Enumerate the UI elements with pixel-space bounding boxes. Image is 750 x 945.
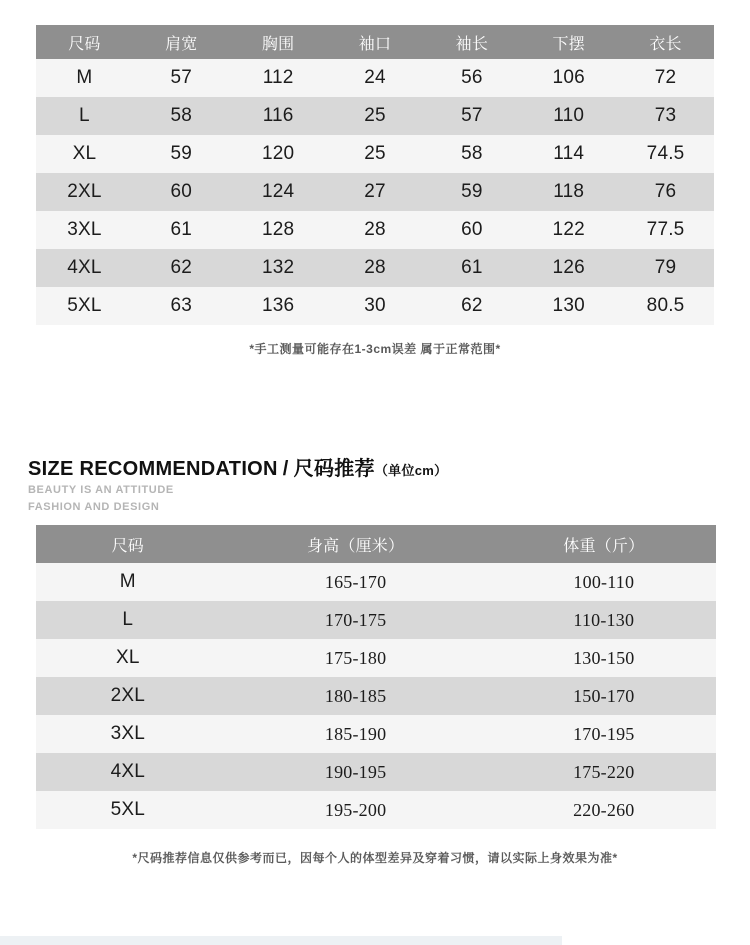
value-cell: 126 [552, 257, 585, 278]
column-header: 下摆 [552, 35, 585, 53]
column-header: 袖口 [358, 35, 392, 53]
value-cell: 28 [364, 257, 386, 278]
size-recommendation-table [36, 525, 716, 829]
value-cell: 195-200 [324, 799, 387, 820]
table-row [36, 249, 714, 287]
measurement-note: *手工测量可能存在1-3cm误差 属于正常范围* [249, 342, 501, 356]
table-row [36, 601, 716, 639]
value-cell: 112 [262, 67, 294, 88]
value-cell: 59 [170, 143, 193, 164]
value-cell: 120 [261, 143, 295, 164]
column-header: 体重（斤） [563, 537, 645, 555]
value-cell: 58 [461, 143, 483, 164]
column-header: 胸围 [261, 35, 295, 53]
table-row [36, 715, 716, 753]
size-label-cell: 5XL [67, 295, 102, 316]
size-label-cell: 4XL [67, 257, 102, 278]
value-cell: 73 [654, 105, 677, 126]
value-cell: 30 [364, 295, 386, 316]
value-cell: 63 [170, 295, 193, 316]
section-title [28, 452, 447, 481]
table-row [36, 753, 716, 791]
value-cell: 74.5 [646, 143, 685, 164]
value-cell: 130-150 [573, 647, 635, 668]
recommendation-note: *尺码推荐信息仅供参考而已，因每个人的体型差异及穿着习惯，请以实际上身效果为准* [132, 851, 618, 865]
value-cell: 25 [364, 105, 386, 126]
value-cell: 57 [461, 105, 483, 126]
size-label-cell: XL [72, 143, 97, 164]
value-cell: 56 [461, 67, 483, 88]
column-header: 衣长 [649, 35, 682, 53]
value-cell: 128 [261, 219, 295, 240]
value-cell: 79 [654, 257, 677, 278]
value-cell: 170-195 [573, 723, 635, 744]
table-row [36, 173, 714, 211]
size-label-cell: 2XL [110, 685, 145, 706]
value-cell: 28 [364, 219, 386, 240]
value-cell: 25 [364, 143, 386, 164]
value-cell: 114 [553, 143, 585, 164]
value-cell: 175-180 [324, 647, 387, 668]
section-title-en: SIZE RECOMMENDATION [28, 458, 278, 480]
table-row [36, 791, 716, 829]
value-cell: 77.5 [646, 219, 685, 240]
value-cell: 72 [654, 67, 677, 88]
value-cell: 60 [461, 219, 483, 240]
size-label-cell: M [76, 67, 93, 88]
table-header-row [36, 525, 716, 563]
value-cell: 136 [261, 295, 295, 316]
column-header: 尺码 [111, 537, 144, 555]
column-header: 袖长 [455, 35, 489, 53]
table-row [36, 677, 716, 715]
column-header: 尺码 [68, 35, 101, 53]
column-header: 身高（厘米） [306, 537, 405, 555]
section-title-separator: / [282, 458, 289, 480]
table-row [36, 59, 714, 97]
value-cell: 27 [364, 181, 386, 202]
value-cell: 180-185 [324, 685, 387, 706]
table-row [36, 135, 714, 173]
value-cell: 62 [170, 257, 193, 278]
value-cell: 122 [552, 219, 585, 240]
value-cell: 175-220 [573, 761, 635, 782]
value-cell: 110 [553, 105, 585, 126]
section-subtitle-line2: FASHION AND DESIGN [28, 501, 160, 513]
section-title-unit: （单位cm） [374, 463, 448, 478]
value-cell: 220-260 [573, 799, 635, 820]
value-cell: 130 [552, 295, 585, 316]
size-label-cell: 3XL [110, 723, 145, 744]
value-cell: 106 [552, 67, 585, 88]
value-cell: 124 [261, 181, 295, 202]
table-row [36, 639, 716, 677]
size-label-cell: 3XL [67, 219, 102, 240]
value-cell: 24 [364, 67, 386, 88]
section-subtitle-line1: BEAUTY IS AN ATTITUDE [28, 484, 174, 496]
size-label-cell: 2XL [67, 181, 102, 202]
table-header-row [36, 25, 714, 59]
value-cell: 61 [461, 257, 483, 278]
table-row [36, 563, 716, 601]
table-row [36, 287, 714, 325]
column-header: 肩宽 [165, 35, 198, 53]
value-cell: 60 [170, 181, 193, 202]
value-cell: 190-195 [324, 761, 387, 782]
value-cell: 110-130 [573, 609, 635, 630]
value-cell: 58 [170, 105, 193, 126]
size-label-cell: 4XL [110, 761, 145, 782]
section-title-cn: 尺码推荐 [293, 458, 375, 480]
value-cell: 150-170 [573, 685, 635, 706]
value-cell: 76 [654, 181, 677, 202]
value-cell: 170-175 [324, 609, 387, 630]
value-cell: 132 [261, 257, 295, 278]
size-label-cell: L [122, 609, 134, 630]
value-cell: 57 [170, 67, 193, 88]
size-label-cell: L [79, 105, 90, 126]
value-cell: 80.5 [646, 295, 685, 316]
value-cell: 185-190 [324, 723, 387, 744]
size-label-cell: XL [115, 647, 140, 668]
table-row [36, 97, 714, 135]
value-cell: 62 [461, 295, 483, 316]
size-label-cell: 5XL [110, 799, 145, 820]
size-recommendation-heading [28, 452, 447, 515]
table-row [36, 211, 714, 249]
size-label-cell: M [119, 571, 136, 592]
value-cell: 118 [553, 181, 585, 202]
value-cell: 100-110 [573, 571, 635, 592]
value-cell: 59 [461, 181, 483, 202]
value-cell: 61 [170, 219, 193, 240]
measurement-table [36, 25, 714, 325]
value-cell: 116 [262, 105, 294, 126]
footer-strip [0, 936, 562, 945]
value-cell: 165-170 [324, 571, 387, 592]
